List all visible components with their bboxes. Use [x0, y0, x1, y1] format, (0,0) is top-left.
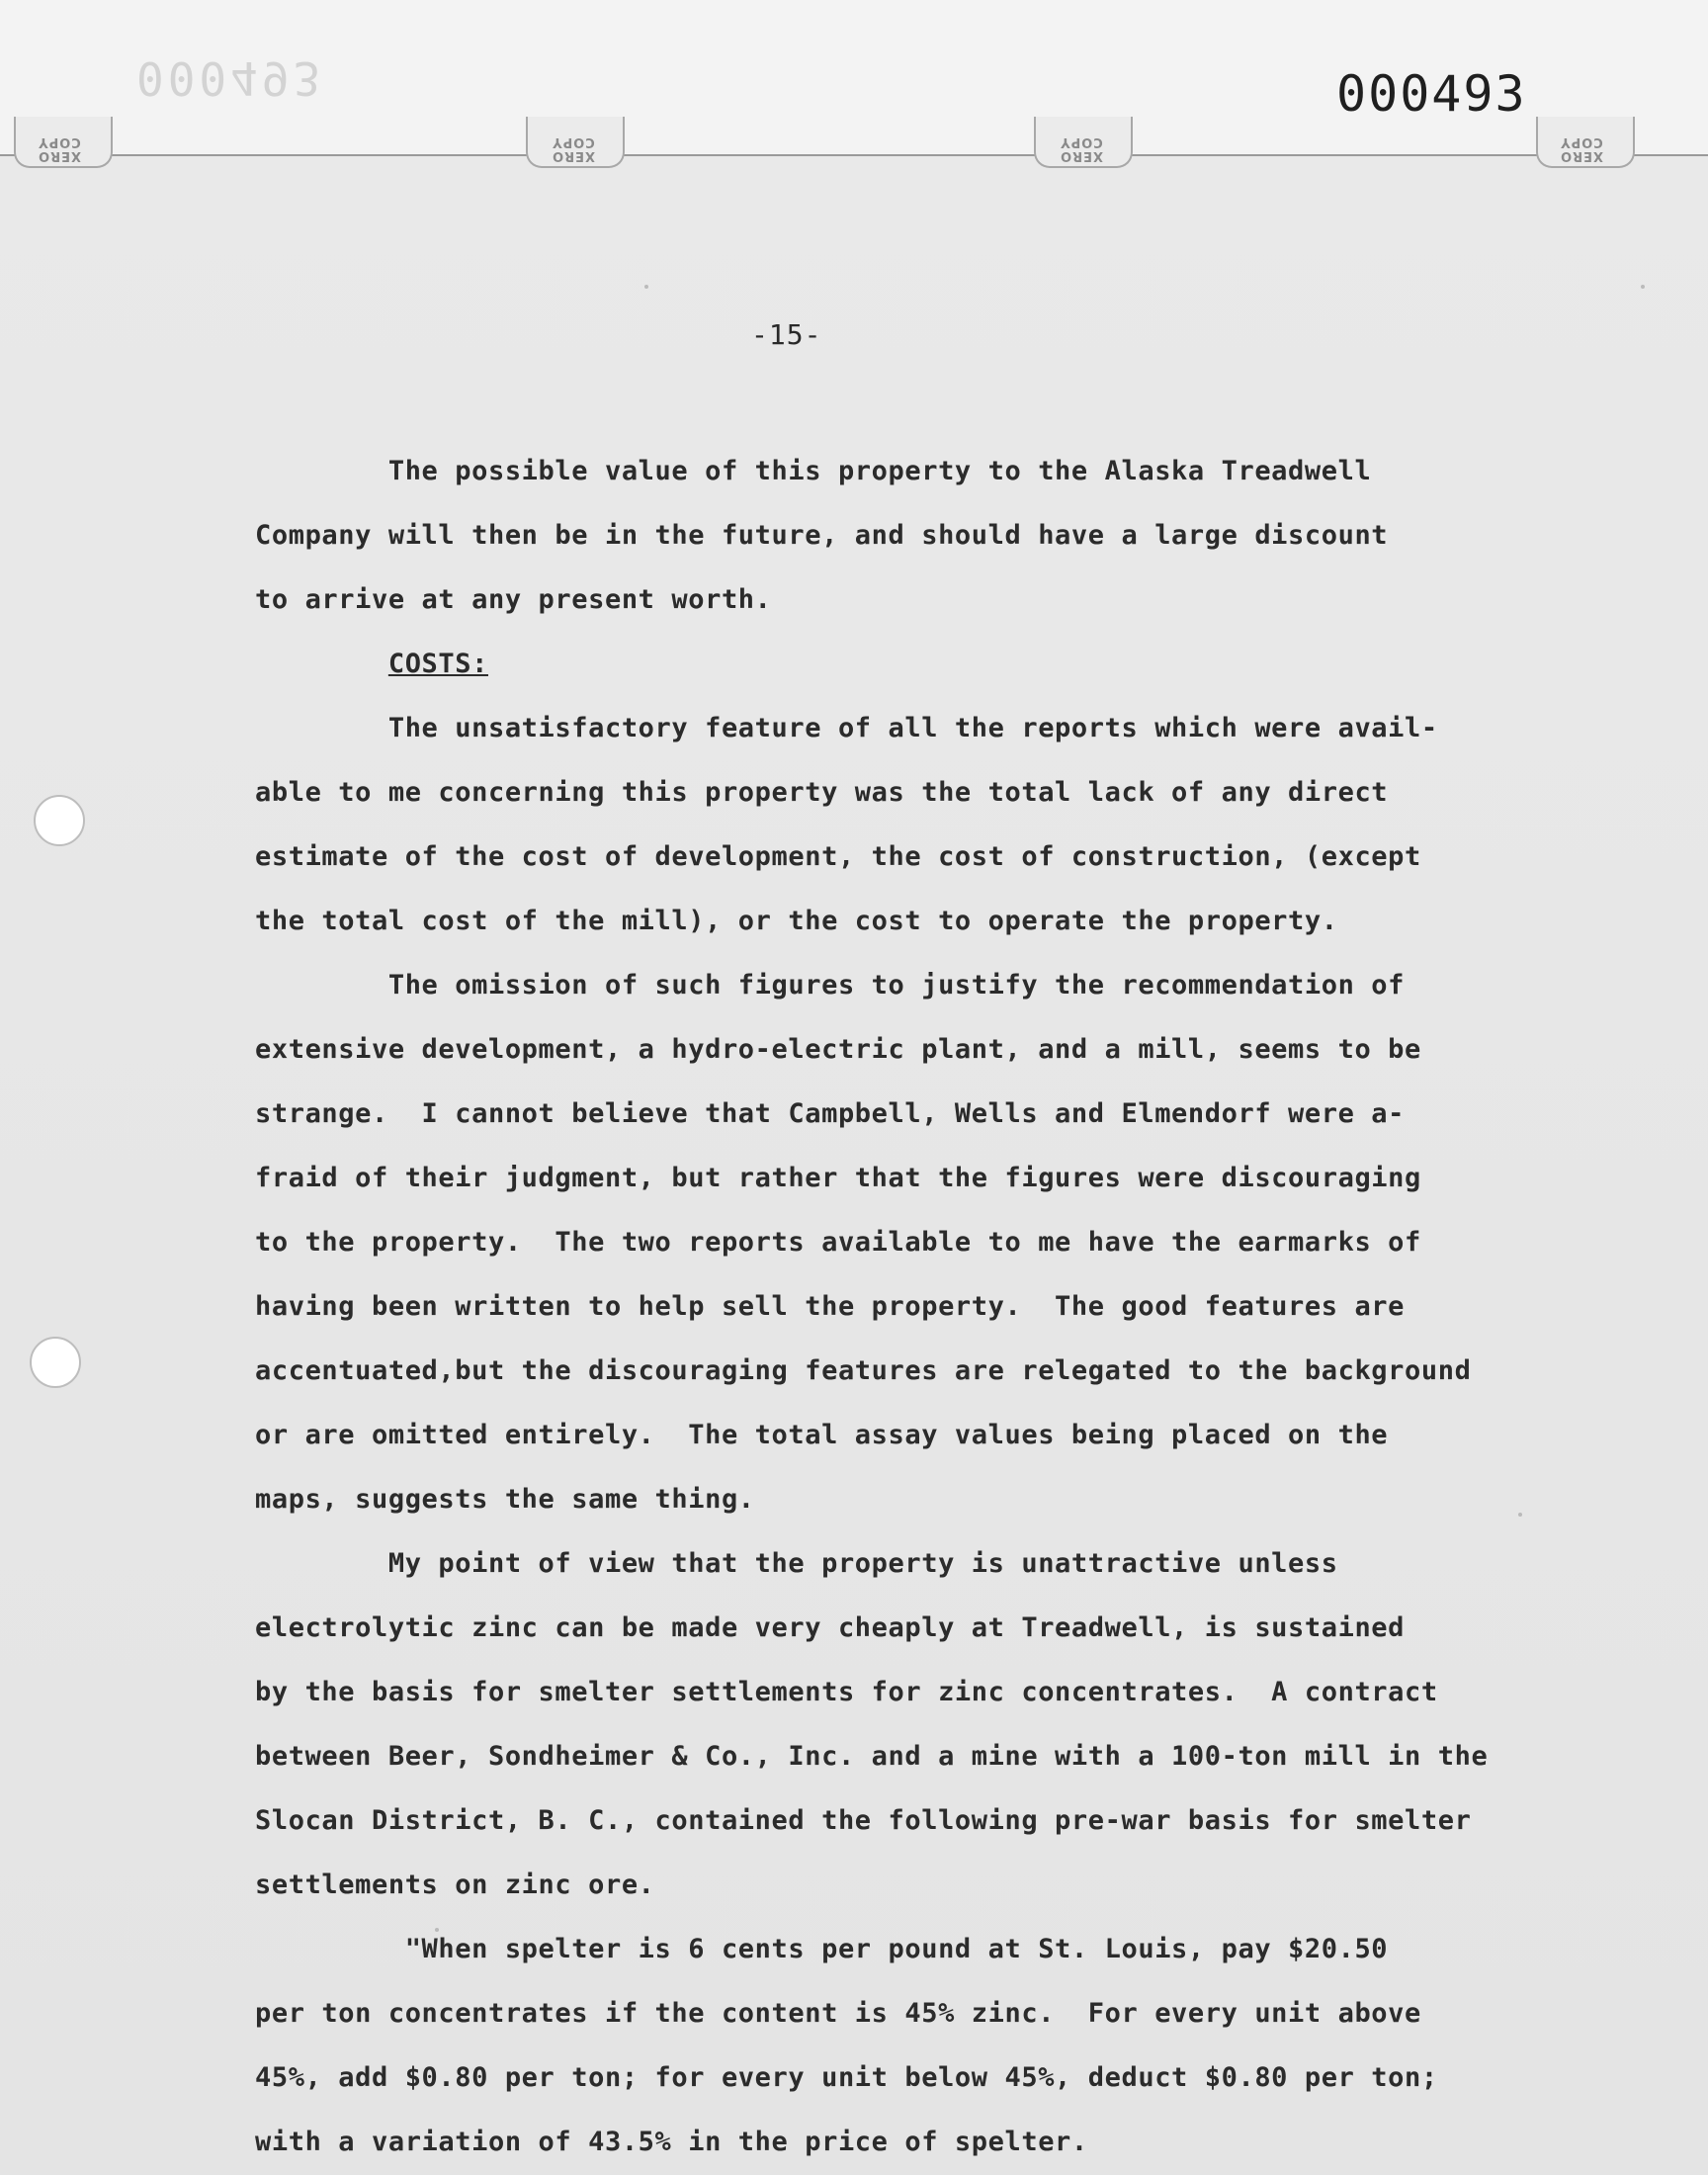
section-heading-line	[255, 632, 1629, 696]
text-line: Slocan District, B. C., contained the following pre-war basis for smelter	[255, 1805, 1472, 1836]
text-line: having been written to help sell the property. The good features are	[255, 1291, 1406, 1322]
text-line: accentuated,but the discouraging features are relegated to the background	[255, 1355, 1472, 1386]
page-number: -15-	[751, 318, 822, 351]
xero-copy-stamp	[536, 119, 611, 162]
binder-hole	[34, 795, 85, 846]
text-line: strange. I cannot believe that Campbell, Wells and Elmendorf were a-	[255, 1098, 1406, 1129]
text-line: The possible value of this property to the Alaska Treadwell	[255, 456, 1372, 486]
typed-body-text	[255, 439, 1629, 2174]
xero-copy-stamp	[1544, 119, 1619, 162]
text-line: to the property. The two reports available to me have the earmarks of	[255, 1227, 1421, 1258]
quote-line: per ton concentrates if the content is 45% zinc. For every unit above	[255, 1998, 1421, 2029]
stamp-text-xero: XERO	[552, 148, 595, 163]
binder-hole	[30, 1337, 81, 1388]
quote-line: "When spelter is 6 cents per pound at St. Louis, pay $20.50	[255, 1934, 1389, 1964]
xero-copy-stamp	[1044, 119, 1119, 162]
text-line: the total cost of the mill), or the cost to operate the property.	[255, 906, 1338, 936]
stamp-text-copy: COPY	[1560, 134, 1603, 149]
text-line: able to me concerning this property was the total lack of any direct	[255, 777, 1389, 808]
stamp-text-xero: XERO	[1560, 148, 1603, 163]
copy-speck	[1641, 285, 1645, 289]
stamp-text-xero: XERO	[1060, 148, 1103, 163]
stamp-text-xero: XERO	[38, 148, 81, 163]
section-heading: COSTS:	[387, 649, 488, 679]
quote-line: with a variation of 43.5% in the price of spelter.	[255, 2127, 1088, 2157]
text-line: Company will then be in the future, and should have a large discount	[255, 520, 1389, 551]
stamp-text-copy: COPY	[552, 134, 595, 149]
text-line: to arrive at any present worth.	[255, 584, 772, 615]
text-line: or are omitted entirely. The total assay values being placed on the	[255, 1420, 1389, 1450]
text-line: by the basis for smelter settlements for zinc concentrates. A contract	[255, 1677, 1438, 1707]
xero-copy-stamp	[22, 119, 97, 162]
stamp-text-copy: COPY	[38, 134, 81, 149]
copy-speck	[644, 285, 648, 289]
text-line: electrolytic zinc can be made very cheaply at Treadwell, is sustained	[255, 1612, 1406, 1643]
bates-number: 000493	[1336, 65, 1527, 123]
quote-line: 45%, add $0.80 per ton; for every unit below 45%, deduct $0.80 per ton;	[255, 2062, 1438, 2093]
text-line: The omission of such figures to justify the recommendation of	[255, 970, 1406, 1000]
text-line: maps, suggests the same thing.	[255, 1484, 755, 1515]
text-line: My point of view that the property is unattractive unless	[255, 1548, 1338, 1579]
text-line: between Beer, Sondheimer & Co., Inc. and a mine with a 100-ton mill in the	[255, 1741, 1489, 1772]
text-line: extensive development, a hydro-electric plant, and a mill, seems to be	[255, 1034, 1421, 1065]
stamp-text-copy: COPY	[1060, 134, 1103, 149]
text-line: estimate of the cost of development, the cost of construction, (except	[255, 841, 1421, 872]
text-line: The unsatisfactory feature of all the reports which were avail-	[255, 713, 1438, 743]
text-line: fraid of their judgment, but rather that the figures were discouraging	[255, 1163, 1421, 1193]
faint-mirrored-number: 000493	[136, 51, 325, 105]
text-line: settlements on zinc ore.	[255, 1870, 655, 1900]
